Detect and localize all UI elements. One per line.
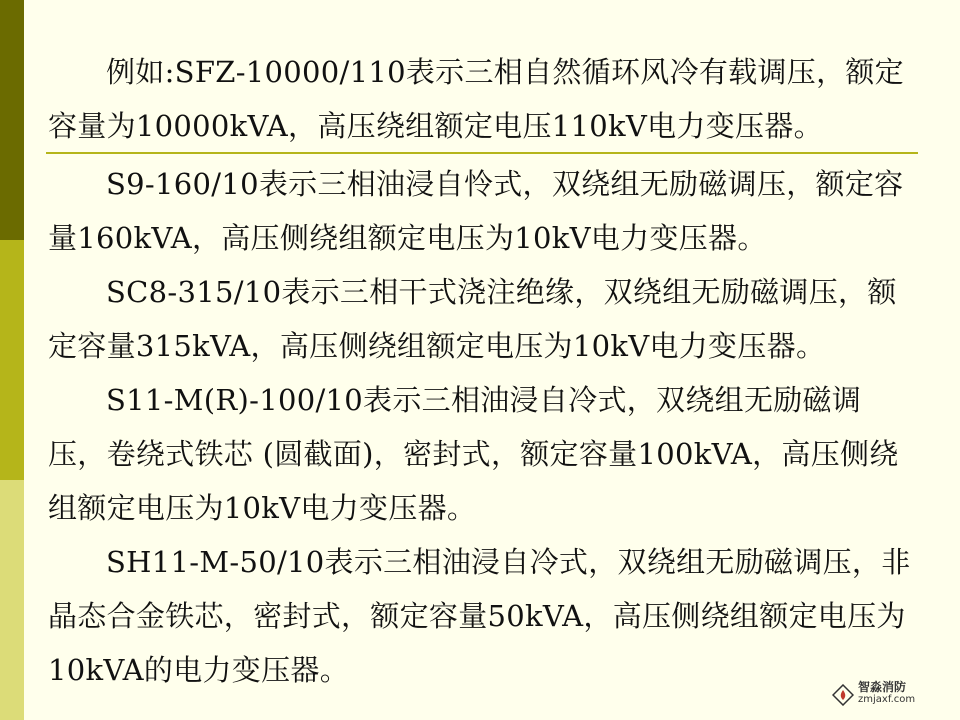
left-color-bar	[0, 0, 24, 720]
left-bar-mid-segment	[0, 240, 24, 480]
left-bar-light-segment	[0, 480, 24, 720]
paragraph-sfz-example: 例如:SFZ-10000/110表示三相自然循环风冷有载调压，额定容量为10000kVA，高压绕组额定电压110kV电力变压器。	[48, 55, 904, 143]
paragraph-s9-example: S9-160/10表示三相油浸自怜式，双绕组无励磁调压，额定容量160kVA，高压侧绕组额定电压为10kV电力变压器。	[48, 167, 904, 255]
paragraph-sc8-example: SC8-315/10表示三相干式浇注绝缘，双绕组无励磁调压，额定容量315kVA，高压侧绕组额定电压为10kV电力变压器。	[48, 275, 897, 363]
watermark-title: 智淼消防	[858, 680, 907, 694]
slide-content	[48, 45, 918, 697]
watermark-url: zmjaxf.com	[858, 694, 916, 705]
paragraph-sh11-example: SH11-M-50/10表示三相油浸自冷式，双绕组无励磁调压，非晶态合金铁芯，密封式，额定容量50kVA，高压侧绕组额定电压为10kVA的电力变压器。	[48, 545, 911, 687]
paragraph-s11-example: S11-M(R)-100/10表示三相油浸自冷式，双绕组无励磁调压，卷绕式铁芯 (圆截面)，密封式，额定容量100kVA，高压侧绕组额定电压为10kV电力变压器。	[48, 383, 899, 525]
left-bar-dark-segment	[0, 0, 24, 240]
flame-diamond-icon	[832, 684, 854, 706]
watermark	[832, 678, 930, 710]
